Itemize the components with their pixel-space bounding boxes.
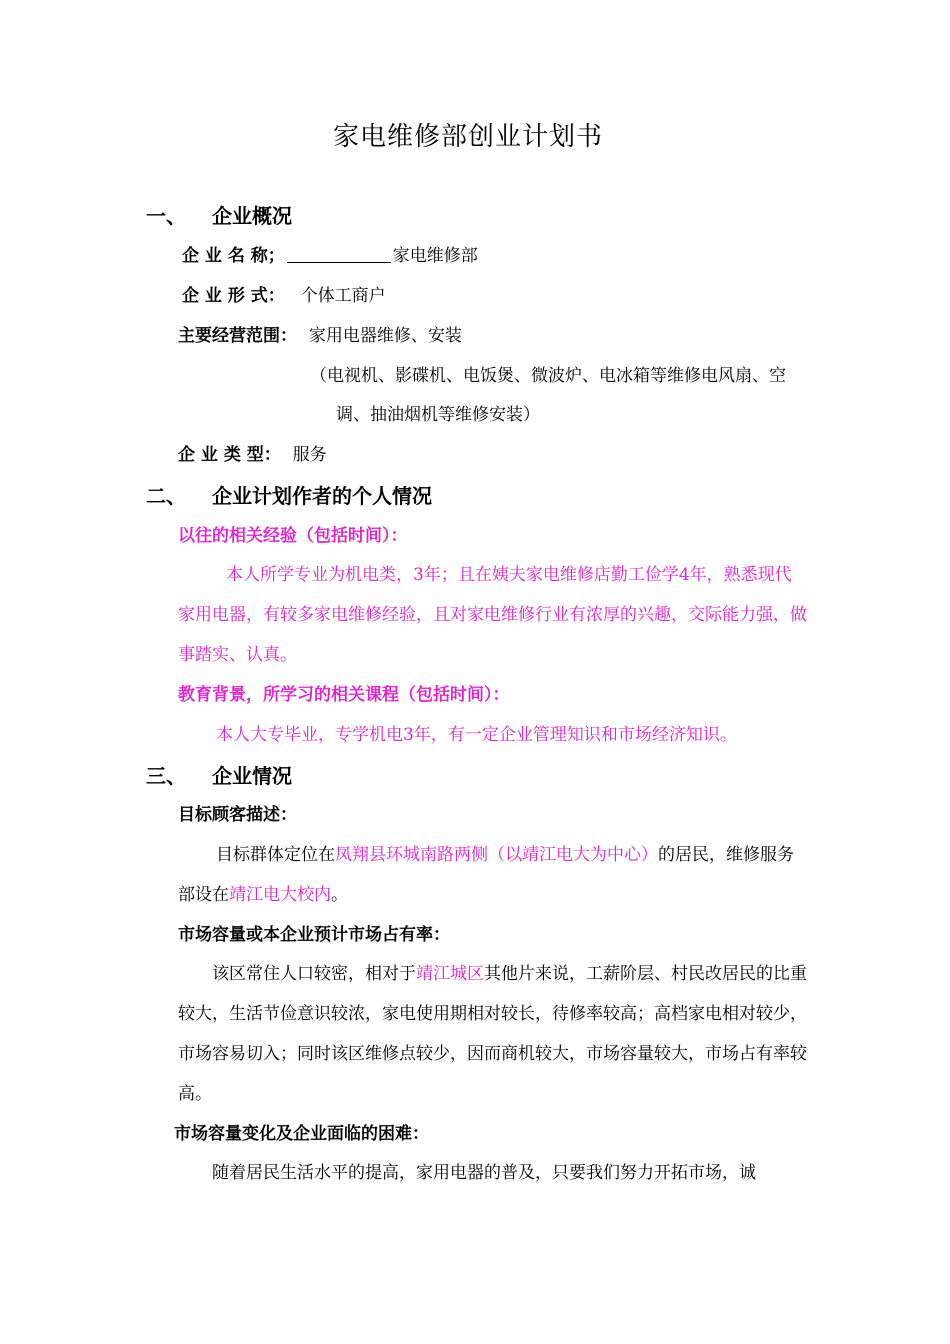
market-share-text: [178, 954, 808, 1114]
target-customer-text: [178, 835, 808, 915]
business-scope-value: 家用电器维修、安装: [308, 326, 462, 346]
section-2-heading: 企业计划作者的个人情况: [212, 484, 432, 508]
company-name-row: [182, 248, 478, 265]
section-1-number: 一、: [146, 204, 186, 228]
market-highlight: 靖江城区: [416, 964, 484, 984]
company-type-row: [178, 447, 327, 464]
market-change-label: 市场容量变化及企业面临的困难：: [174, 1124, 429, 1144]
business-scope-label: 主要经营范围：: [178, 326, 297, 346]
company-type-label: 企 业 类 型：: [178, 445, 281, 465]
target-text-part-2: 的居民，维修服务部设在: [178, 845, 794, 905]
fill-in-underline: [287, 262, 391, 263]
target-text-part-3: 。: [331, 885, 348, 905]
page-title: 家电维修部创业计划书: [333, 122, 604, 152]
market-text-part-1: 该区常住人口较密，相对于: [212, 964, 416, 984]
market-share-label: 市场容量或本企业预计市场占有率：: [178, 925, 450, 945]
target-customer-label: 目标顾客描述：: [178, 805, 297, 825]
education-text: 本人大专毕业，专学机电3年，有一定企业管理知识和市场经济知识。: [216, 725, 737, 745]
company-form-value: 个体工商户: [300, 286, 386, 306]
business-scope-row: [178, 328, 462, 345]
section-3-heading: 企业情况: [212, 764, 292, 788]
market-text-part-2: 其他片来说，工薪阶层、村民改居民的比重较大，生活节俭意识较浓，家电使用期相对较长，待修率较高；高档家电相对较少，市场容易切入；同时该区维修点较少，因而商机较大，市场容量较大，市场占有率较高。: [178, 964, 807, 1104]
section-2-number: 二、: [146, 484, 186, 508]
market-change-text: 随着居民生活水平的提高，家用电器的普及，只要我们努力开拓市场，诚: [212, 1163, 756, 1183]
experience-text: 本人所学专业为机电类，3年；且在姨夫家电维修店勤工俭学4年，熟悉现代家用电器，有较多家电维修经验，且对家电维修行业有浓厚的兴趣，交际能力强，做事踏实、认真。: [178, 565, 807, 665]
education-label: 教育背景，所学习的相关课程（包括时间）：: [178, 685, 510, 705]
company-form-label: 企 业 形 式：: [182, 286, 285, 306]
target-text-part-1: 目标群体定位在: [216, 845, 335, 865]
business-scope-detail-2: 调、抽油烟机等维修安装）: [336, 405, 540, 425]
target-highlight-location: 靖江电大校内: [229, 885, 331, 905]
business-scope-detail-1: （电视机、影碟机、电饭煲、微波炉、电冰箱等维修电风扇、空: [310, 366, 786, 386]
company-name-label: 企 业 名 称；: [182, 246, 285, 266]
section-1-heading: 企业概况: [212, 204, 292, 228]
section-3-number: 三、: [146, 764, 186, 788]
company-form-row: [182, 288, 386, 305]
target-highlight-area: 凤翔县环城南路两侧（以靖江电大为中心）: [335, 845, 658, 865]
company-type-value: 服务: [292, 445, 327, 465]
company-name-value: 家电维修部: [392, 246, 478, 266]
experience-label: 以往的相关经验（包括时间）：: [178, 526, 408, 546]
